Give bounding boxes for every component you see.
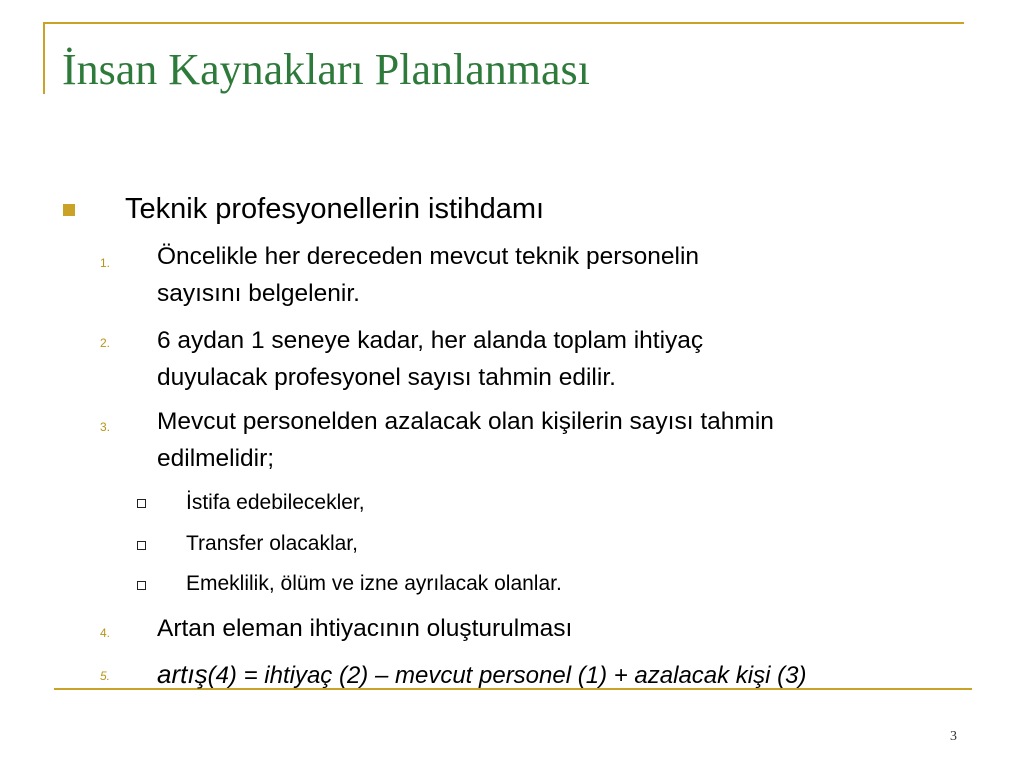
checkbox-square-icon (137, 581, 146, 590)
main-bullet-text: Teknik profesyonellerin istihdamı (125, 193, 545, 225)
item-line: Mevcut personelden azalacak olan kişilerin sayısı tahmin (157, 408, 774, 435)
slide-title: İnsan Kaynakları Planlanması (62, 45, 590, 94)
square-bullet-icon (63, 204, 75, 216)
checkbox-square-icon (137, 541, 146, 550)
item-number: 2. (100, 336, 111, 350)
page-number: 3 (950, 729, 957, 744)
list-item (157, 403, 987, 477)
item-number: 3. (100, 420, 111, 434)
list-item (157, 238, 987, 312)
item-number: 5. (100, 669, 111, 683)
item-line: 6 aydan 1 seneye kadar, her alanda toplam ihtiyaç (157, 327, 704, 354)
checkbox-square-icon (137, 499, 146, 508)
frame-top-rule (43, 22, 964, 24)
list-item (157, 322, 987, 396)
sub-list-item: Transfer olacaklar, (186, 532, 358, 555)
item-line: Öncelikle her dereceden mevcut teknik personelin (157, 243, 700, 270)
item-number: 1. (100, 256, 111, 270)
formula-lead: artış (157, 659, 208, 689)
item-number: 4. (100, 626, 111, 640)
sub-list-item: Emeklilik, ölüm ve izne ayrılacak olanlar. (186, 572, 562, 595)
sub-list-item: İstifa edebilecekler, (186, 491, 365, 514)
item-line: sayısını belgelenir. (157, 280, 360, 307)
list-item (157, 610, 987, 647)
formula-text (157, 656, 806, 694)
frame-left-rule (43, 22, 45, 94)
item-line: Artan eleman ihtiyacının oluşturulması (157, 615, 573, 642)
formula-rest: (4) = ihtiyaç (2) – mevcut personel (1) + azalacak kişi (3) (207, 662, 807, 689)
item-line: duyulacak profesyonel sayısı tahmin edilir. (157, 364, 616, 391)
item-line: edilmelidir; (157, 445, 275, 472)
